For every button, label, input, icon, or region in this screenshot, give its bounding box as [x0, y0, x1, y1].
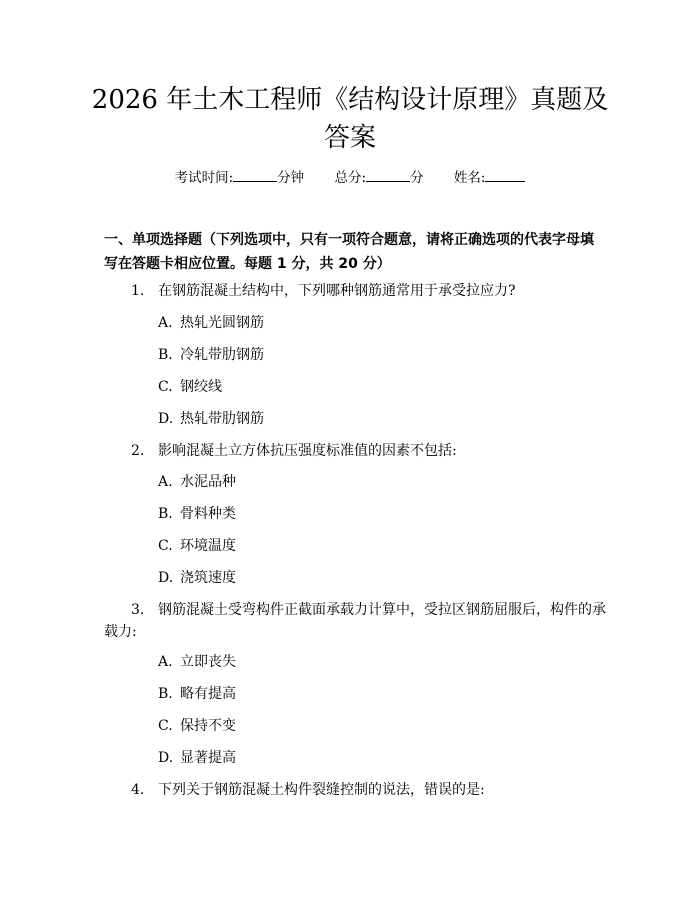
option-letter: D.: [158, 411, 174, 427]
exam-time-unit: 分钟: [277, 170, 305, 186]
document-title-continued: 答案: [323, 123, 376, 153]
exam-time-blank: [233, 168, 277, 182]
option-letter: A.: [158, 474, 173, 490]
question-text: 下列关于钢筋混凝土构件裂缝控制的说法，错误的是:: [158, 782, 485, 798]
exam-meta-line: [0, 168, 700, 188]
question-3-continued: [104, 620, 137, 644]
total-score-unit: 分: [410, 170, 424, 186]
option-text: 骨料种类: [180, 506, 236, 522]
question-3-option-d: [158, 747, 236, 769]
document-title: 2026 年土木工程师《结构设计原理》真题及: [91, 85, 609, 115]
question-2-option-c: [158, 535, 236, 557]
question-1-option-d: [158, 408, 264, 430]
option-text: 热轧光圆钢筋: [180, 315, 264, 331]
option-text: 水泥品种: [180, 474, 236, 490]
question-1-option-c: [158, 376, 222, 398]
question-text: 影响混凝土立方体抗压强度标准值的因素不包括:: [158, 443, 457, 459]
option-letter: A.: [158, 315, 173, 331]
total-score-field: [334, 170, 427, 186]
exam-time-label: 考试时间:: [174, 170, 234, 186]
question-3-option-b: [158, 683, 236, 705]
option-text: 显著提高: [180, 750, 236, 766]
name-label: 姓名:: [453, 170, 486, 186]
question-text: 在钢筋混凝土结构中，下列哪种钢筋通常用于承受拉应力?: [158, 283, 516, 299]
question-number: 1.: [131, 283, 145, 299]
option-letter: D.: [158, 750, 174, 766]
option-letter: C.: [158, 718, 173, 734]
name-blank: [485, 168, 525, 182]
option-text: 保持不变: [180, 718, 236, 734]
option-letter: D.: [158, 570, 174, 586]
section-heading: 一、单项选择题（下列选项中，只有一项符合题意，请将正确选项的代表字母填写在答题卡相应位置。每题 1 分，共 20 分）: [104, 232, 594, 272]
option-letter: A.: [158, 654, 173, 670]
option-text: 浇筑速度: [180, 570, 236, 586]
question-number: 3.: [131, 602, 145, 618]
question-text-continued: 载力:: [104, 624, 137, 640]
name-field: [454, 170, 526, 186]
option-letter: B.: [158, 347, 173, 363]
question-number: 2.: [131, 443, 145, 459]
option-text: 钢绞线: [180, 379, 222, 395]
option-text: 热轧带肋钢筋: [180, 411, 264, 427]
total-score-label: 总分:: [334, 170, 367, 186]
option-text: 立即丧失: [180, 654, 236, 670]
option-text: 略有提高: [180, 686, 236, 702]
question-1-option-b: [158, 344, 264, 366]
option-text: 冷轧带肋钢筋: [180, 347, 264, 363]
question-3-option-a: [158, 651, 236, 673]
option-text: 环境温度: [180, 538, 236, 554]
question-2-option-b: [158, 503, 236, 525]
option-letter: C.: [158, 379, 173, 395]
question-text: 钢筋混凝土受弯构件正截面承载力计算中，受拉区钢筋屈服后，构件的承: [158, 602, 606, 618]
exam-time-field: [175, 170, 309, 186]
question-3-option-c: [158, 715, 236, 737]
total-score-blank: [366, 168, 410, 182]
option-letter: C.: [158, 538, 173, 554]
option-letter: B.: [158, 506, 173, 522]
question-1-option-a: [158, 312, 264, 334]
option-letter: B.: [158, 686, 173, 702]
question-number: 4.: [131, 782, 145, 798]
question-2-option-a: [158, 471, 236, 493]
question-2-option-d: [158, 567, 236, 589]
